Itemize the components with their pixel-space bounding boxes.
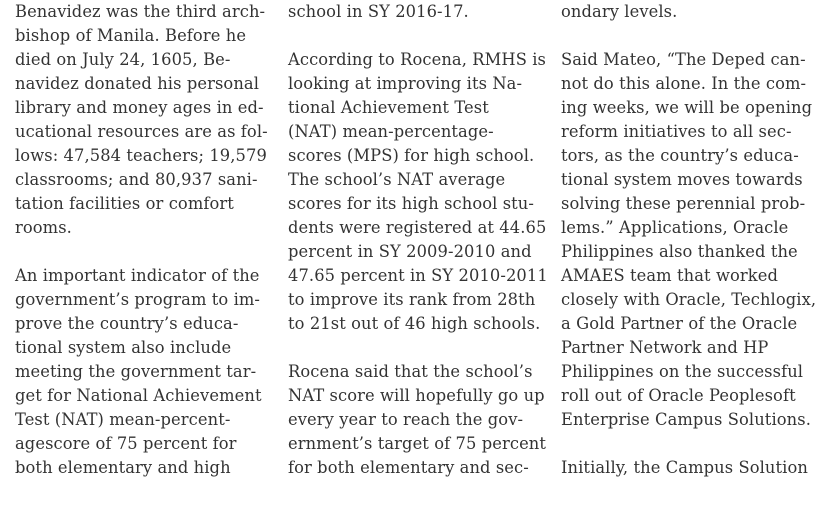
text-line: NAT score will hopefully go up <box>288 386 545 405</box>
text-line: prove the country’s educa- <box>15 314 239 333</box>
text-line: Enterprise Campus Solutions. <box>561 410 811 429</box>
text-line: not do this alone. In the com- <box>561 74 807 93</box>
paragraph <box>288 360 548 480</box>
text-line: a Gold Partner of the Oracle <box>561 314 798 333</box>
text-line: government’s program to im- <box>15 290 261 309</box>
text-line: classrooms; and 80,937 sani- <box>15 170 258 189</box>
text-column-2 <box>288 0 548 480</box>
text-line: both elementary and high <box>15 458 231 477</box>
text-line: library and money ages in ed- <box>15 98 264 117</box>
text-line: Philippines on the successful <box>561 362 804 381</box>
text-line: lems.” Applications, Oracle <box>561 218 789 237</box>
text-column-1 <box>15 0 268 480</box>
text-line: ucational resources are as fol- <box>15 122 268 141</box>
text-line: An important indicator of the <box>15 266 260 285</box>
text-line: AMAES team that worked <box>561 266 778 285</box>
text-line: According to Rocena, RMHS is <box>288 50 546 69</box>
text-line: percent in SY 2009-2010 and <box>288 242 532 261</box>
paragraph <box>561 48 816 432</box>
paragraph-gap <box>561 24 816 48</box>
paragraph-gap <box>288 336 548 360</box>
text-line: ernment’s target of 75 percent <box>288 434 547 453</box>
text-line: Rocena said that the school’s <box>288 362 533 381</box>
text-line: meeting the government tar- <box>15 362 257 381</box>
text-line: closely with Oracle, Techlogix, <box>561 290 817 309</box>
text-line: agescore of 75 percent for <box>15 434 237 453</box>
text-line: to 21st out of 46 high schools. <box>288 314 541 333</box>
text-line: tation facilities or comfort <box>15 194 234 213</box>
text-line: roll out of Oracle Peoplesoft <box>561 386 796 405</box>
text-line: get for National Achievement <box>15 386 262 405</box>
paragraph <box>561 456 816 480</box>
text-line: Said Mateo, “The Deped can- <box>561 50 806 69</box>
paragraph <box>288 48 548 336</box>
text-line: tional system moves towards <box>561 170 803 189</box>
text-line: reform initiatives to all sec- <box>561 122 792 141</box>
text-line: (NAT) mean-percentage- <box>288 122 494 141</box>
paragraph <box>15 264 268 480</box>
paragraph-gap <box>15 240 268 264</box>
text-line: looking at improving its Na- <box>288 74 523 93</box>
text-line: tional system also include <box>15 338 232 357</box>
paragraph-gap <box>561 432 816 456</box>
text-line: scores (MPS) for high school. <box>288 146 535 165</box>
text-line: Benavidez was the third arch- <box>15 2 266 21</box>
text-line: ing weeks, we will be opening <box>561 98 813 117</box>
text-line: every year to reach the gov- <box>288 410 524 429</box>
text-line: to improve its rank from 28th <box>288 290 536 309</box>
text-line: tional Achievement Test <box>288 98 489 117</box>
text-line: for both elementary and sec- <box>288 458 529 477</box>
paragraph-gap <box>288 24 548 48</box>
text-line: school in SY 2016-17. <box>288 2 469 21</box>
text-line: bishop of Manila. Before he <box>15 26 247 45</box>
text-line: Test (NAT) mean-percent- <box>15 410 231 429</box>
text-line: lows: 47,584 teachers; 19,579 <box>15 146 267 165</box>
text-line: navidez donated his personal <box>15 74 260 93</box>
text-line: tors, as the country’s educa- <box>561 146 799 165</box>
text-line: died on July 24, 1605, Be- <box>15 50 231 69</box>
text-line: ondary levels. <box>561 2 678 21</box>
text-line: 47.65 percent in SY 2010-2011 <box>288 266 548 285</box>
text-line: dents were registered at 44.65 <box>288 218 547 237</box>
text-line: Initially, the Campus Solution <box>561 458 808 477</box>
text-line: solving these perennial prob- <box>561 194 806 213</box>
text-column-3 <box>561 0 816 480</box>
paragraph <box>288 0 548 24</box>
text-line: The school’s NAT average <box>288 170 506 189</box>
text-line: Philippines also thanked the <box>561 242 798 261</box>
text-line: rooms. <box>15 218 72 237</box>
text-line: scores for its high school stu- <box>288 194 534 213</box>
paragraph <box>15 0 268 240</box>
text-line: Partner Network and HP <box>561 338 769 357</box>
paragraph <box>561 0 816 24</box>
